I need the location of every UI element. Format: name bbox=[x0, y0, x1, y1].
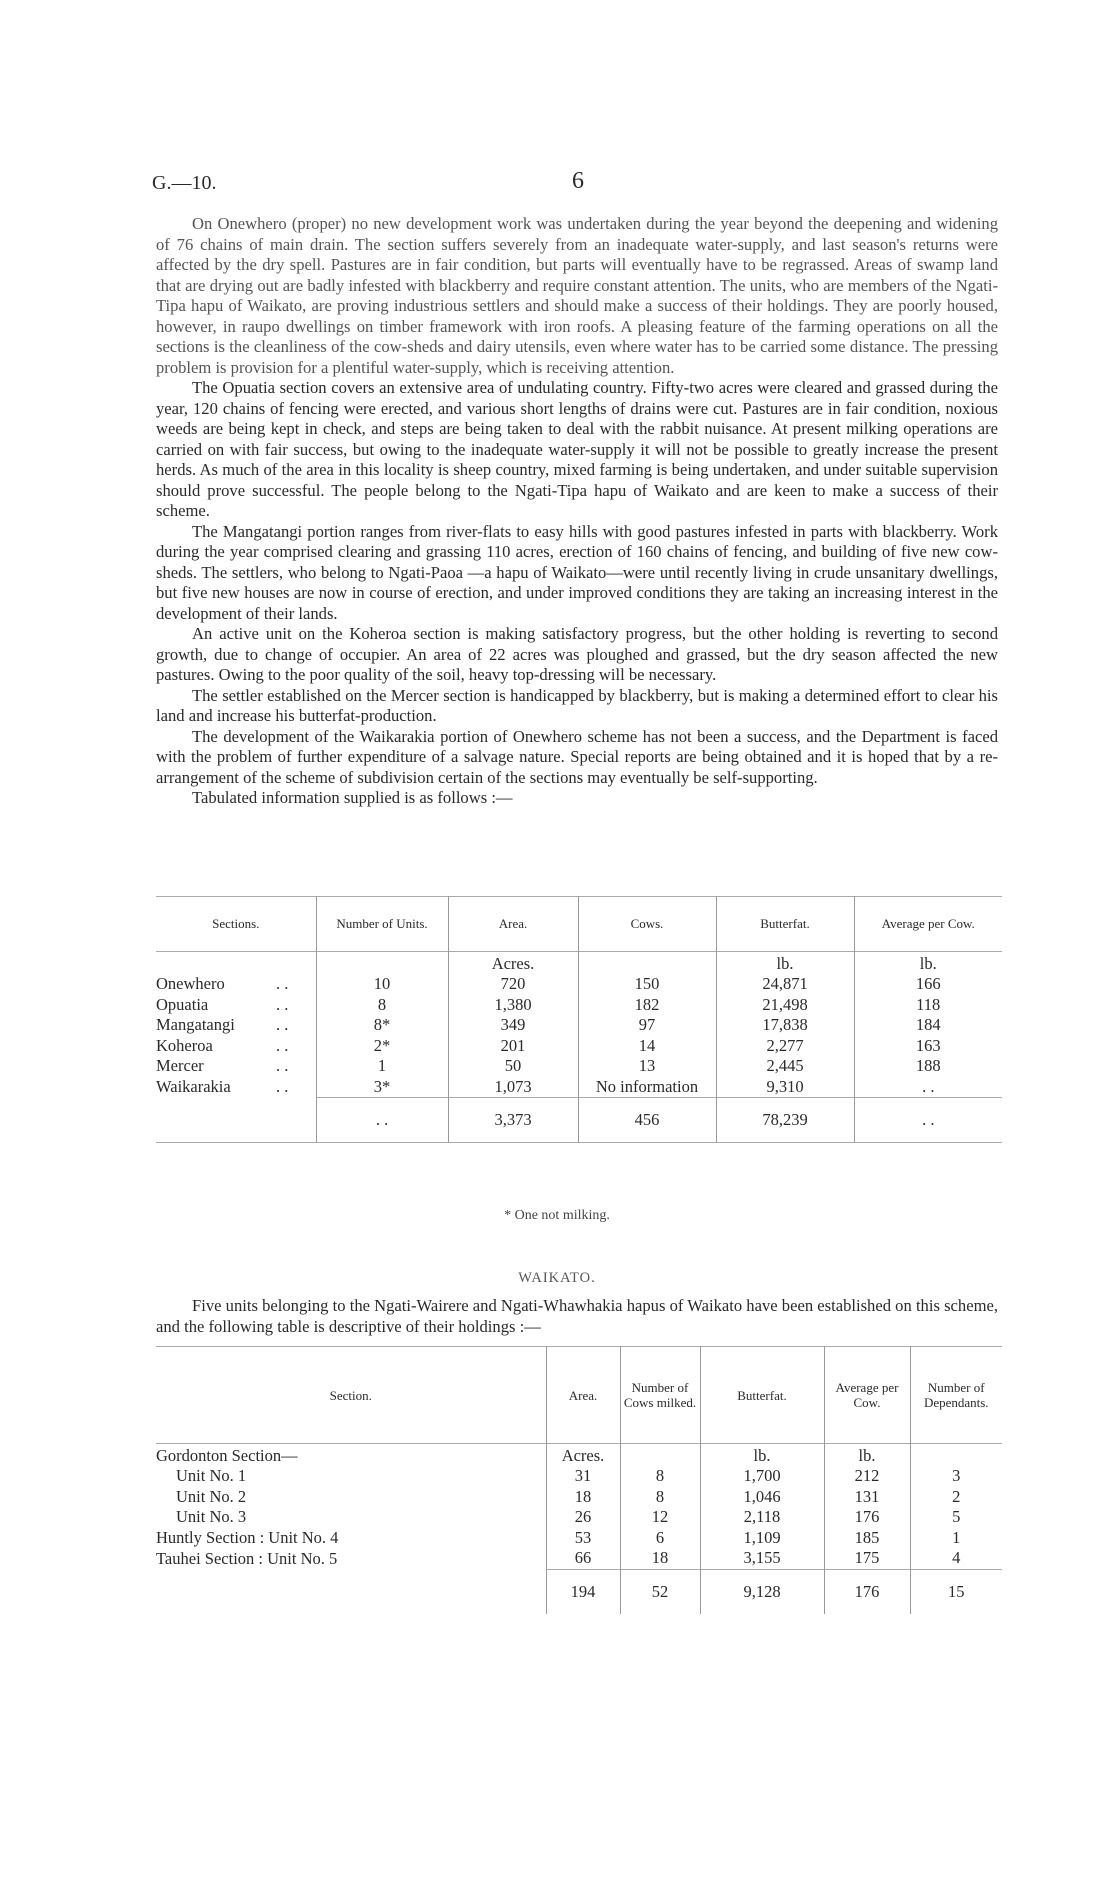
column-header: Butterfat. bbox=[716, 897, 854, 952]
unit-label bbox=[578, 952, 716, 975]
document-reference: G.—10. bbox=[152, 172, 217, 194]
table-row bbox=[156, 1015, 1002, 1036]
units-cell: 2* bbox=[316, 1036, 448, 1057]
section-name: Opuatia bbox=[156, 994, 209, 1014]
total-cell: . . bbox=[316, 1098, 448, 1143]
average-cell: 188 bbox=[854, 1056, 1002, 1077]
units-cell: 1 bbox=[316, 1056, 448, 1077]
table-footnote: * One not milking. bbox=[504, 1208, 610, 1223]
column-header: Cows. bbox=[578, 897, 716, 952]
totals-row bbox=[156, 1569, 1002, 1614]
cows-cell: 8 bbox=[620, 1487, 700, 1508]
butterfat-cell: 3,155 bbox=[700, 1548, 824, 1569]
leader-dots: . . bbox=[276, 994, 289, 1014]
unit-label: lb. bbox=[700, 1444, 824, 1467]
average-cell: 131 bbox=[824, 1487, 910, 1508]
cows-cell: 8 bbox=[620, 1466, 700, 1487]
unit-label bbox=[910, 1444, 1002, 1467]
butterfat-cell: 2,445 bbox=[716, 1056, 854, 1077]
total-cell: 176 bbox=[824, 1569, 910, 1614]
cows-cell: 12 bbox=[620, 1507, 700, 1528]
butterfat-cell: 9,310 bbox=[716, 1077, 854, 1098]
unit-label bbox=[620, 1444, 700, 1467]
page-number: 6 bbox=[572, 168, 584, 194]
unit-label: lb. bbox=[824, 1444, 910, 1467]
butterfat-cell: 17,838 bbox=[716, 1015, 854, 1036]
column-header: Average per Cow. bbox=[824, 1347, 910, 1444]
unit-name: Tauhei Section : Unit No. 5 bbox=[156, 1548, 338, 1568]
unit-name: Unit No. 1 bbox=[176, 1466, 247, 1486]
leader-dots: . . bbox=[276, 974, 289, 994]
cows-cell: 182 bbox=[578, 995, 716, 1016]
unit-label bbox=[316, 952, 448, 975]
table-row bbox=[156, 1528, 1002, 1549]
paragraph-mangatangi: The Mangatangi portion ranges from river-flats to easy hills with good pastures infested in parts with blackberry. Work during the year comprised clearing and grassing 110 acres, erection of 160 chains of fencing, and building of five new cow-sheds. The settlers, who belong to Ngati-Paoa —a hapu of Waikato—were until recently living in crude unsanitary dwellings, but five new houses are now in course of erection, and under improved conditions they are taking an increasing interest in the development of their lands. bbox=[156, 521, 998, 623]
area-cell: 31 bbox=[546, 1466, 620, 1487]
dependants-cell: 4 bbox=[910, 1548, 1002, 1569]
leader-dots: . . bbox=[276, 1056, 289, 1076]
section-heading: WAIKATO. bbox=[518, 1270, 596, 1286]
paragraph-waikarakia: The development of the Waikarakia portion of Onewhero scheme has not been a success, and the Department is faced with the problem of further expenditure of a salvage nature. Special reports are being obtained and it is hoped that by a re-arrangement of the scheme of subdivision certain of the sections may eventually be self-supporting. bbox=[156, 726, 998, 787]
units-cell: 8 bbox=[316, 995, 448, 1016]
unit-label: Acres. bbox=[546, 1444, 620, 1467]
dependants-cell: 2 bbox=[910, 1487, 1002, 1508]
column-header: Number of Cows milked. bbox=[620, 1347, 700, 1444]
average-cell: 176 bbox=[824, 1507, 910, 1528]
body-text bbox=[156, 214, 998, 809]
area-cell: 201 bbox=[448, 1036, 578, 1057]
paragraph-mercer: The settler established on the Mercer section is handicapped by blackberry, but is making a determined effort to clear his land and increase his butterfat-production. bbox=[156, 685, 998, 725]
units-cell: 10 bbox=[316, 974, 448, 995]
column-header: Number of Units. bbox=[316, 897, 448, 952]
section-name: Koheroa bbox=[156, 1035, 213, 1055]
table-row bbox=[156, 1487, 1002, 1508]
paragraph-waikato: Five units belonging to the Ngati-Wairere and Ngati-Whawhakia hapus of Waikato have been established on this scheme, and the following table is descriptive of their holdings :— bbox=[156, 1296, 998, 1336]
waikato-text bbox=[156, 1296, 998, 1337]
column-header: Area. bbox=[448, 897, 578, 952]
butterfat-cell: 1,700 bbox=[700, 1466, 824, 1487]
butterfat-cell: 1,109 bbox=[700, 1528, 824, 1549]
total-cell: 194 bbox=[546, 1569, 620, 1614]
table-header-row bbox=[156, 1347, 1002, 1444]
total-cell: 78,239 bbox=[716, 1098, 854, 1143]
column-header: Section. bbox=[329, 1387, 372, 1403]
total-cell: 15 bbox=[910, 1569, 1002, 1614]
total-cell: 9,128 bbox=[700, 1569, 824, 1614]
column-header: Sections. bbox=[212, 916, 260, 931]
average-cell: . . bbox=[854, 1077, 1002, 1098]
average-cell: 184 bbox=[854, 1015, 1002, 1036]
cows-cell: 150 bbox=[578, 974, 716, 995]
column-header: Number of Dependants. bbox=[910, 1347, 1002, 1444]
unit-label: lb. bbox=[854, 952, 1002, 975]
units-row bbox=[156, 952, 1002, 975]
column-header: Butterfat. bbox=[700, 1347, 824, 1444]
area-cell: 50 bbox=[448, 1056, 578, 1077]
total-cell: 52 bbox=[620, 1569, 700, 1614]
column-header: Average per Cow. bbox=[854, 897, 1002, 952]
butterfat-cell: 21,498 bbox=[716, 995, 854, 1016]
area-cell: 66 bbox=[546, 1548, 620, 1569]
units-cell: 3* bbox=[316, 1077, 448, 1098]
leader-dots: . . bbox=[276, 1077, 289, 1096]
section-name: Mercer bbox=[156, 1056, 204, 1076]
group-label: Gordonton Section— bbox=[156, 1446, 298, 1465]
average-cell: 175 bbox=[824, 1548, 910, 1569]
area-cell: 53 bbox=[546, 1528, 620, 1549]
paragraph-onewhero: On Onewhero (proper) no new development work was undertaken during the year beyond the deepening and widening of 76 chains of main drain. The section suffers severely from an inadequate water-supply, and last season's returns were affected by the dry spell. Pastures are in fair condition, but parts will eventually have to be regrassed. Areas of swamp land that are drying out are badly infested with blackberry and require constant attention. The units, who are members of the Ngati-Tipa hapu of Waikato, are proving industrious settlers and should make a success of their holdings. They are poorly housed, however, in raupo dwellings on timber framework with iron roofs. A pleasing feature of the farming operations on all the sections is the cleanliness of the cow-sheds and dairy utensils, even where water has to be carried some distance. The pressing problem is provision for a plentiful water-supply, which is receiving attention. bbox=[156, 214, 998, 377]
leader-dots: . . bbox=[276, 1035, 289, 1055]
paragraph-opuatia: The Opuatia section covers an extensive area of undulating country. Fifty-two acres were cleared and grassed during the year, 120 chains of fencing were erected, and various short lengths of drains were cut. Pastures are in fair condition, noxious weeds are being kept in check, and steps are being taken to deal with the rabbit nuisance. At present milking operations are carried on with fair success, but owing to the inadequate water-supply it will not be possible to greatly increase the present herds. As much of the area in this locality is sheep country, mixed farming is being undertaken, and under suitable supervision should prove successful. The people belong to the Ngati-Tipa hapu of Waikato and are keen to make a success of their scheme. bbox=[156, 378, 998, 520]
table-row bbox=[156, 1056, 1002, 1077]
leader-dots: . . bbox=[276, 1015, 289, 1035]
unit-name: Unit No. 2 bbox=[176, 1486, 247, 1506]
paragraph-koheroa: An active unit on the Koheroa section is making satisfactory progress, but the other holding is reverting to second growth, due to change of occupier. An area of 22 acres was ploughed and grassed, but the dry season affected the new pastures. Owing to the poor quality of the soil, heavy top-dressing will be necessary. bbox=[156, 624, 998, 684]
area-cell: 18 bbox=[546, 1487, 620, 1508]
average-cell: 212 bbox=[824, 1466, 910, 1487]
average-cell: 118 bbox=[854, 995, 1002, 1016]
onewhero-scheme-table bbox=[156, 896, 1002, 1143]
table-row bbox=[156, 1077, 1002, 1098]
butterfat-cell: 24,871 bbox=[716, 974, 854, 995]
unit-name: Huntly Section : Unit No. 4 bbox=[156, 1527, 339, 1547]
waikato-scheme-table bbox=[156, 1346, 1002, 1614]
dependants-cell: 5 bbox=[910, 1507, 1002, 1528]
average-cell: 166 bbox=[854, 974, 1002, 995]
average-cell: 185 bbox=[824, 1528, 910, 1549]
area-cell: 1,073 bbox=[448, 1077, 578, 1098]
table-row bbox=[156, 1036, 1002, 1057]
total-cell: . . bbox=[854, 1098, 1002, 1143]
unit-label: lb. bbox=[716, 952, 854, 975]
table-row bbox=[156, 995, 1002, 1016]
table-header-row bbox=[156, 897, 1002, 952]
section-name: Mangatangi bbox=[156, 1015, 235, 1035]
paragraph-table-intro: Tabulated information supplied is as follows :— bbox=[192, 788, 513, 807]
totals-row bbox=[156, 1098, 1002, 1143]
unit-label: Acres. bbox=[448, 952, 578, 975]
table-row bbox=[156, 1507, 1002, 1528]
total-cell: 3,373 bbox=[448, 1098, 578, 1143]
table-row bbox=[156, 974, 1002, 995]
units-cell: 8* bbox=[316, 1015, 448, 1036]
dependants-cell: 1 bbox=[910, 1528, 1002, 1549]
butterfat-cell: 2,118 bbox=[700, 1507, 824, 1528]
section-name: Waikarakia bbox=[156, 1077, 231, 1096]
cows-cell: 6 bbox=[620, 1528, 700, 1549]
cows-cell: 14 bbox=[578, 1036, 716, 1057]
units-row bbox=[156, 1444, 1002, 1467]
butterfat-cell: 1,046 bbox=[700, 1487, 824, 1508]
area-cell: 26 bbox=[546, 1507, 620, 1528]
cows-cell: 18 bbox=[620, 1548, 700, 1569]
cows-cell: 97 bbox=[578, 1015, 716, 1036]
total-cell: 456 bbox=[578, 1098, 716, 1143]
area-cell: 1,380 bbox=[448, 995, 578, 1016]
cows-cell: No information bbox=[578, 1077, 716, 1098]
table-row bbox=[156, 1548, 1002, 1569]
section-name: Onewhero bbox=[156, 974, 225, 994]
cows-cell: 13 bbox=[578, 1056, 716, 1077]
unit-name: Unit No. 3 bbox=[176, 1507, 247, 1527]
column-header: Area. bbox=[546, 1347, 620, 1444]
average-cell: 163 bbox=[854, 1036, 1002, 1057]
dependants-cell: 3 bbox=[910, 1466, 1002, 1487]
table-row bbox=[156, 1466, 1002, 1487]
butterfat-cell: 2,277 bbox=[716, 1036, 854, 1057]
area-cell: 720 bbox=[448, 974, 578, 995]
area-cell: 349 bbox=[448, 1015, 578, 1036]
